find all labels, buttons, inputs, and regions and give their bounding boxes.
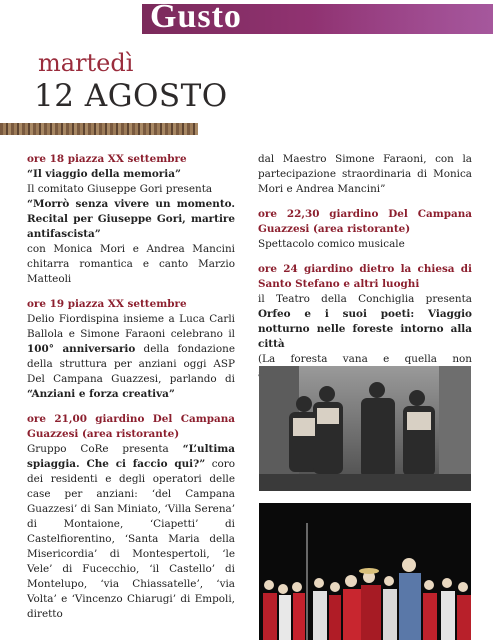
event-title: “Morrò senza vivere un momento. Recital per Giuseppe Gori, martire antifascista”: [27, 198, 235, 240]
historical-group-photo: [259, 366, 471, 491]
event-date: 12 AGOSTO: [34, 78, 228, 114]
event-text: (La foresta vana e quella non: [258, 353, 472, 365]
event-time-heading: ore 18 piazza XX settembre: [27, 153, 187, 165]
left-column: [27, 152, 235, 622]
event-text: [258, 292, 472, 352]
event-text-part: coro dei residenti e degli operatori delle case per anziani: ‘del Campana Guazzesi’ di San Miniato, ‘Villa Serena’ di Montaione, ‘Ciapetti’ di Castelfiorentino, ‘Santa Maria della Misericordia’ di Montespertoli, ‘le Vele’ di Fucecchio, ‘il Castello’ di Montelupo, ‘via Chiassatelle’, ‘via Volta’ e ‘Vincenzo Chiarugi’ di Empoli, diretto: [27, 458, 236, 620]
event-time-heading: ore 24 giardino dietro la chiesa di Santo Stefano e altri luoghi: [258, 263, 472, 290]
event-highlight: Orfeo e i suoi poeti: Viaggio notturno nelle foreste intorno alla città: [258, 308, 472, 350]
section-title: Gusto: [150, 0, 242, 35]
event-text: Il comitato Giuseppe Gori presenta: [27, 183, 213, 195]
historical-photo-art: [259, 366, 471, 491]
choir-performance-photo: [259, 503, 471, 640]
event-highlight: “L’ultima spiaggia. Che ci faccio qui?”: [27, 443, 235, 470]
event-title: “Il viaggio della memoria”: [27, 168, 181, 180]
event-text-part: della fondazione della struttura per anziani oggi ASP Del Campana Guazzesi, parlando di: [27, 343, 235, 385]
header-band-gradient: [313, 4, 493, 34]
event-highlight: 100° anniversario: [27, 343, 136, 355]
day-of-week: martedì: [38, 49, 134, 77]
event-text: [27, 442, 235, 622]
event-text: dal Maestro Simone Faraoni, con la partecipazione straordinaria di Monica Mori e Andrea Mancini”: [258, 153, 472, 195]
event-time-heading: ore 21,00 giardino Del Campana Guazzesi (area ristorante): [27, 413, 235, 440]
event-text-part: Gruppo CoRe presenta: [27, 443, 183, 455]
event-text-part: il Teatro della Conchiglia presenta: [258, 293, 472, 305]
right-column: [258, 152, 472, 382]
event-text: con Monica Mori e Andrea Mancini chitarra romantica e canto Marzio Matteoli: [27, 243, 235, 285]
event-time-heading: ore 19 piazza XX settembre: [27, 298, 187, 310]
choir-photo-art: [259, 503, 471, 640]
event-time-heading: ore 22,30 giardino Del Campana Guazzesi (area ristorante): [258, 208, 472, 235]
event-text: Spettacolo comico musicale: [258, 238, 405, 250]
event-text: [27, 312, 235, 402]
event-highlight: “Anziani e forza creativa”: [27, 388, 175, 400]
event-text-part: Delio Fiordispina insieme a Luca Carli Ballola e Simone Faraoni celebrano il: [27, 313, 235, 340]
decorative-texture-bar: [0, 123, 198, 135]
